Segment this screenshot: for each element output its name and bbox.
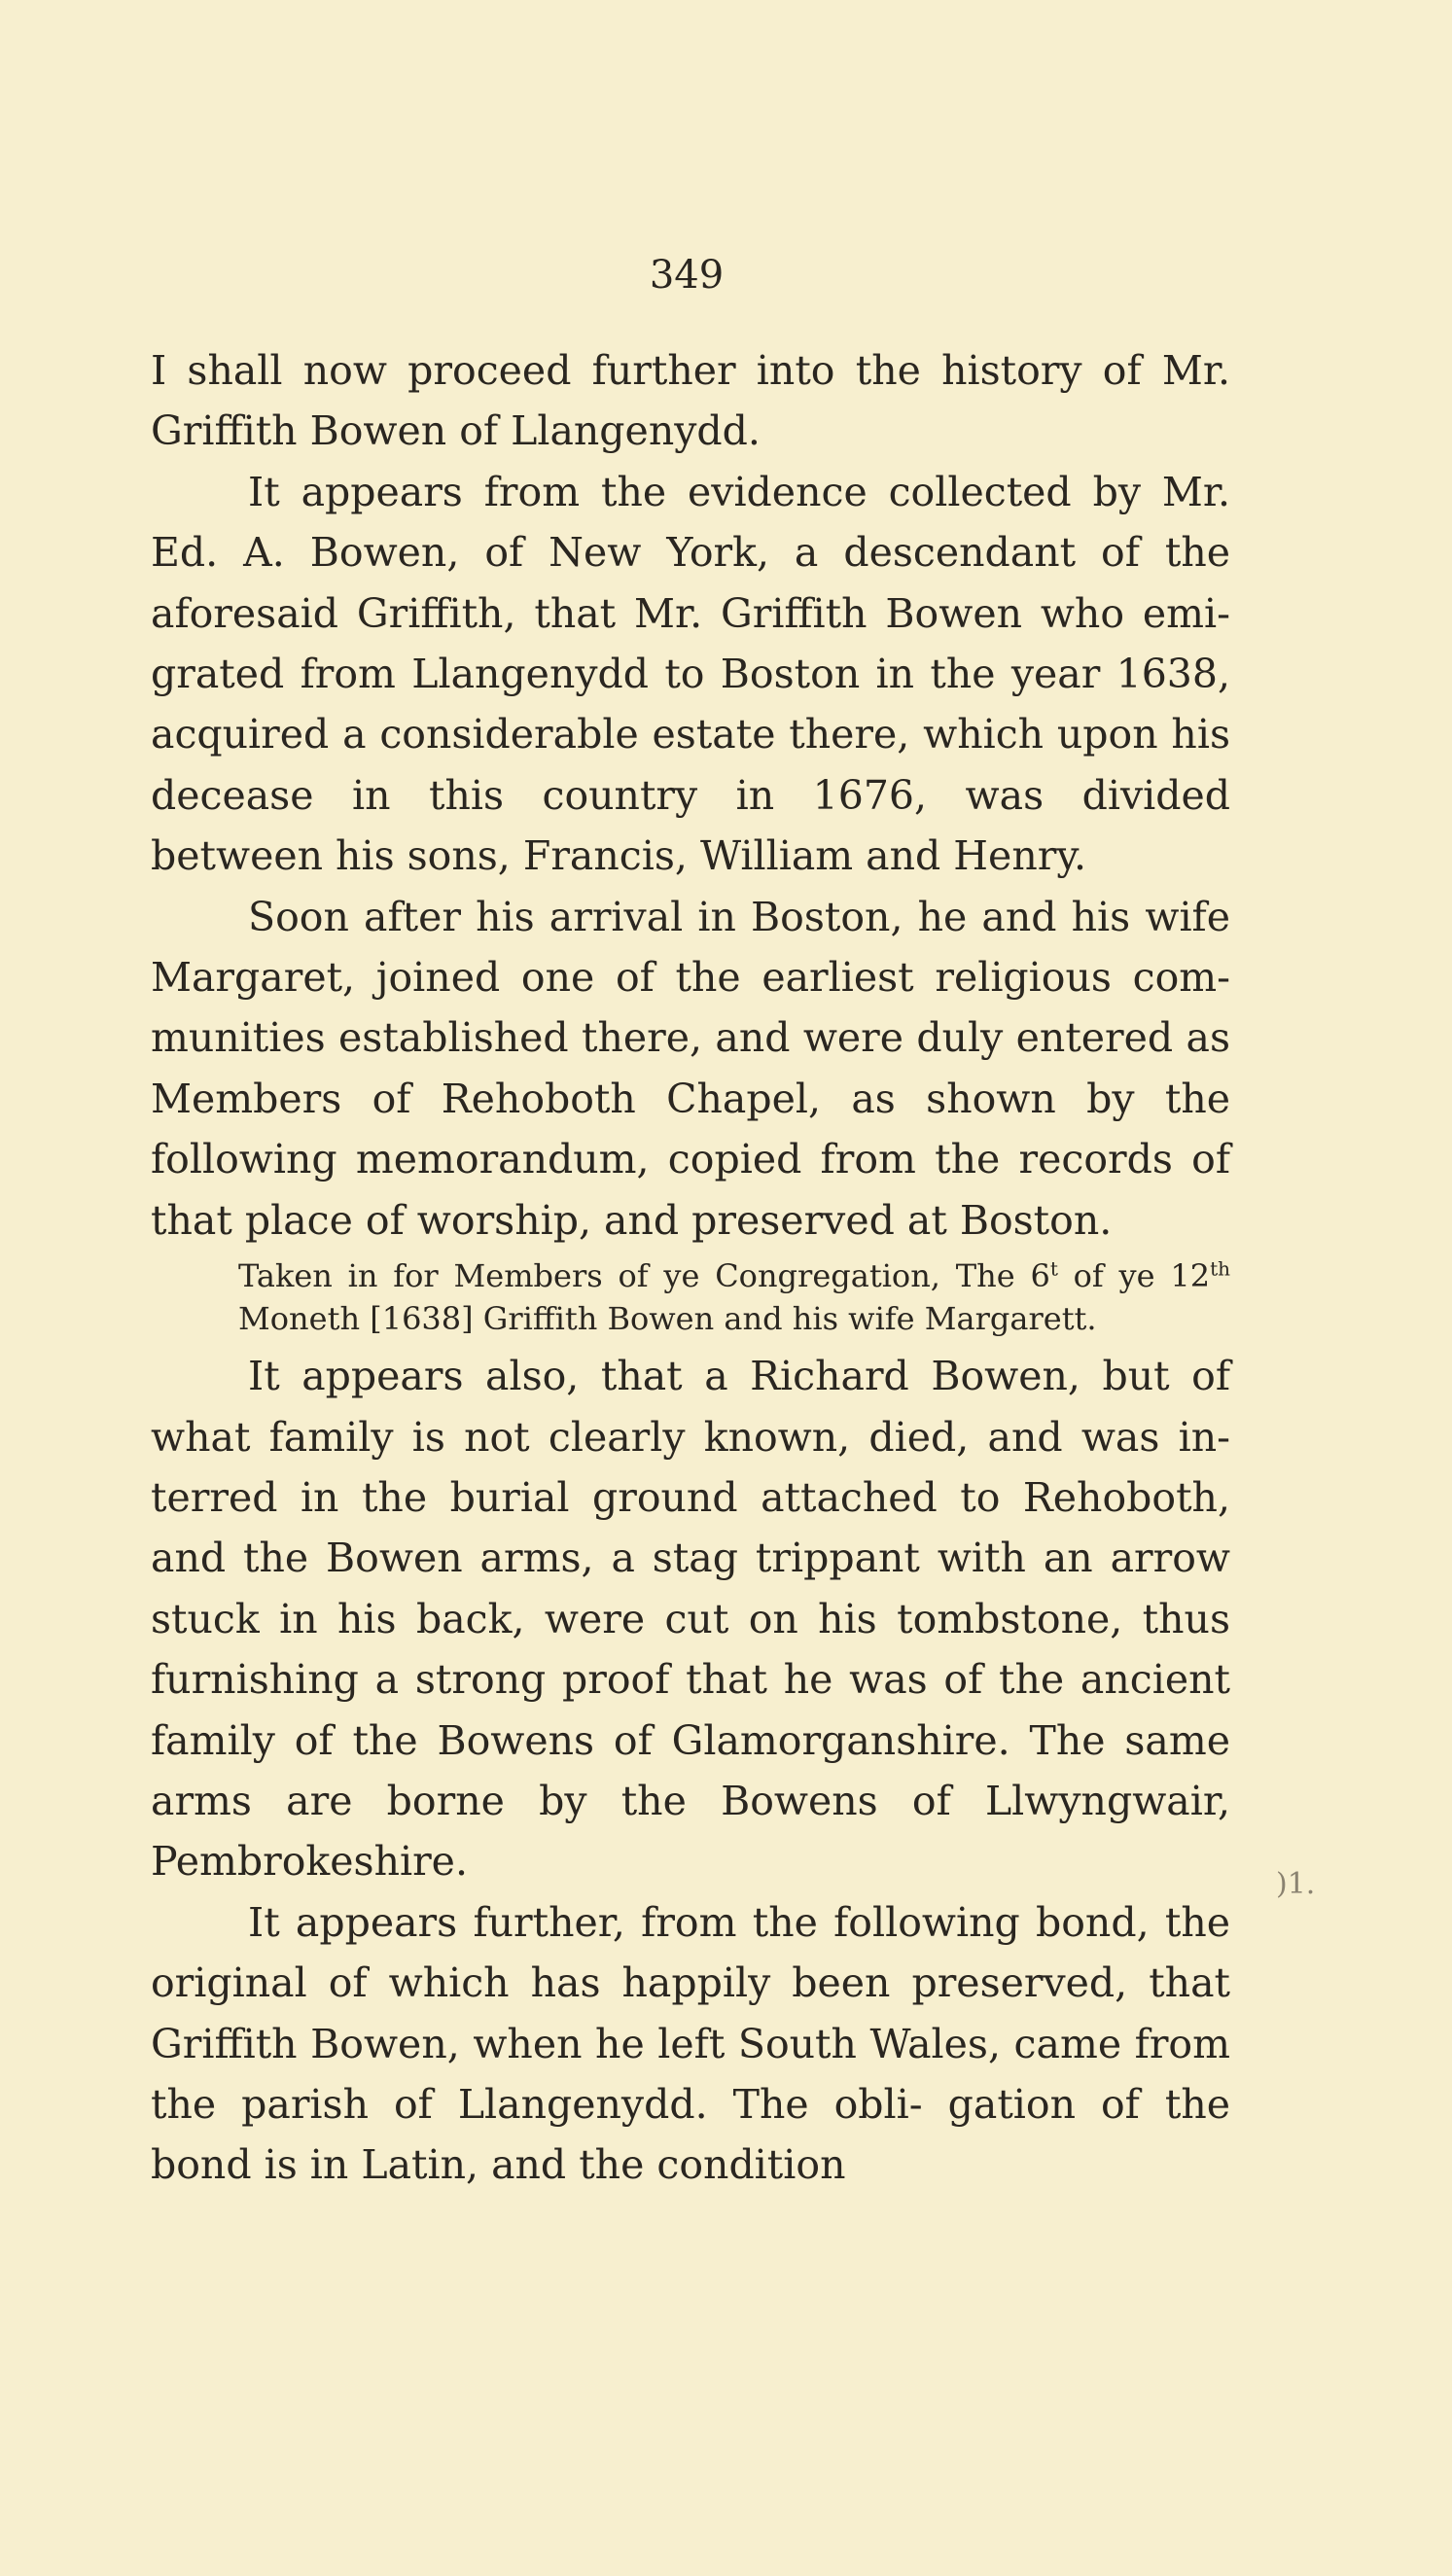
paragraph-2: It appears from the evidence collected by Mr. Ed. A. Bowen, of New York, a descendant of the aforesaid Griffith, that Mr. Griffith Bowen who emi- grated from Llangenydd to Boston in the year 1638, acquired a considerable estate there, which upon his decease in this country in 1676, was divided between his sons, Francis, William and Henry. [151, 468, 1230, 880]
quote-text-2: of ye 12 [1057, 1257, 1211, 1295]
body-text [151, 340, 1230, 2196]
quote-superscript-2: th [1210, 1256, 1231, 1281]
quote-superscript-1: t [1049, 1256, 1058, 1281]
paragraph-3: Soon after his arrival in Boston, he and his wife Margaret, joined one of the earliest religious com- munities established there, and were duly entered as Members of Rehoboth Chapel, as shown by the following memorandum, copied from the records of that place of worship, and preserved at Boston. [151, 893, 1230, 1244]
chapel-record-quote [151, 1254, 1230, 1340]
page-number: 349 [649, 253, 725, 298]
margin-annotation: )1. [1276, 1867, 1316, 1901]
quote-text-1: Taken in for Members of ye Congregation, The 6 [238, 1257, 1050, 1295]
paragraph-4: It appears also, that a Richard Bowen, but of what family is not clearly known, died, and was in- terred in the burial ground attached to Rehoboth, and the Bowen arms, a stag trippant with an arrow stuck in his back, were cut on his tombstone, thus furnishing a strong proof that he was of the ancient family of the Bowens of Glamorganshire. The same arms are borne by the Bowens of Llwyngwair, Pembrokeshire. [151, 1353, 1230, 1886]
paragraph-1: I shall now proceed further into the history of Mr. Griffith Bowen of Llangenydd. [151, 347, 1230, 455]
quote-text-3: Moneth [1638] Griffith Bowen and his wife Margarett. [238, 1300, 1097, 1338]
paragraph-5: It appears further, from the following bond, the original of which has happily been preserved, that Griffith Bowen, when he left South Wales, came from the parish of Llangenydd. The obli- gation of the bond is in Latin, and the condition [151, 1898, 1230, 2189]
